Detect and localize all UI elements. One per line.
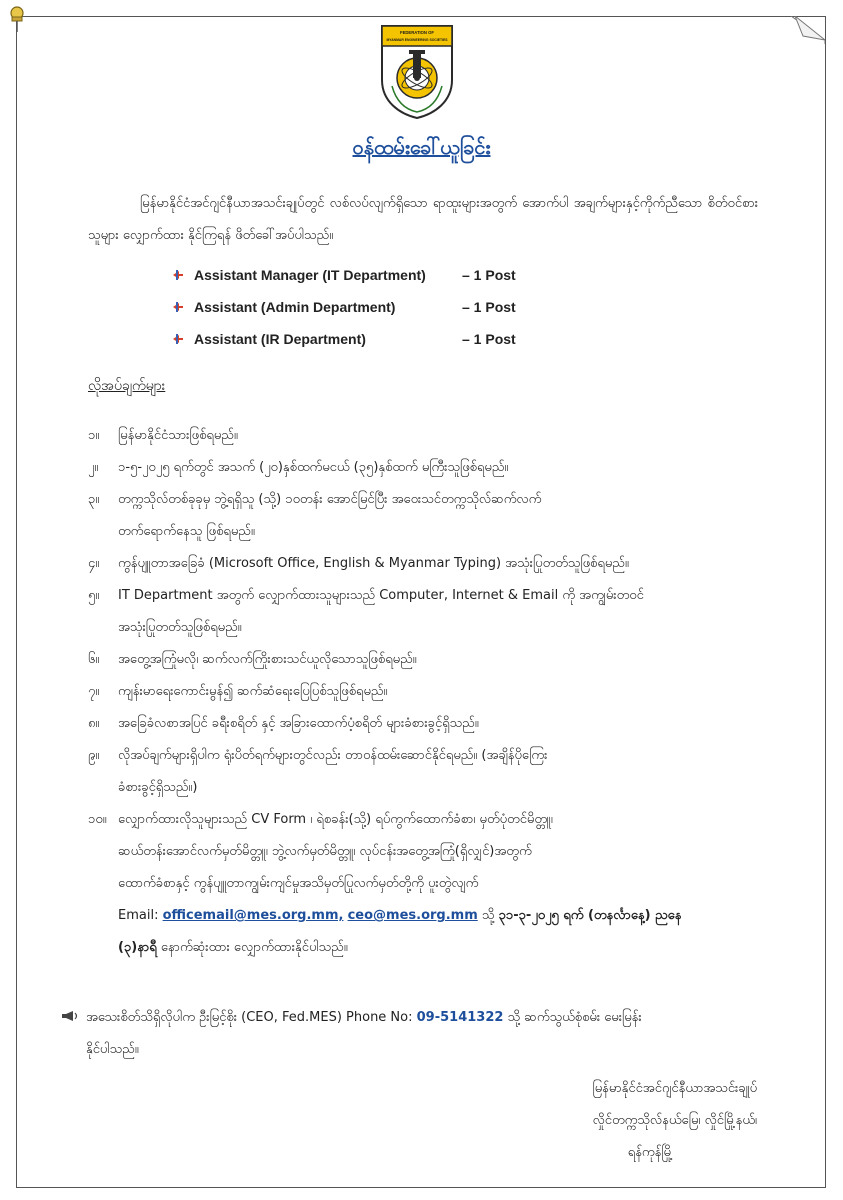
post-item: [172, 267, 516, 283]
mes-logo-icon: [378, 22, 456, 120]
post-title: Assistant Manager (IT Department): [194, 267, 426, 283]
intro-paragraph: မြန်မာနိုင်ငံအင်ဂျင်နီယာအသင်းချုပ်တွင် လစ်လပ်လျက်ရှိသော ရာထူးများအတွက် အောက်ပါ အချက်များနှင့်ကိုက်ညီသော စိတ်ဝင်စားသူများ လျှောက်ထား နိုင်ကြရန် ဖိတ်ခေါ်အပ်ပါသည်။: [88, 196, 758, 243]
requirement-number: ၂။: [88, 460, 99, 475]
page-curl-icon: [791, 16, 825, 44]
requirement-number: ၅။: [88, 588, 100, 603]
deadline-line: [88, 932, 758, 964]
arrow-bullet-icon: [172, 334, 184, 344]
requirement-number: ၉။: [88, 748, 100, 763]
contact-text-2: သို့ ဆက်သွယ်စုံစမ်း မေးမြန်း: [503, 1010, 642, 1025]
requirement-number: ၈။: [88, 716, 100, 731]
requirement-number: ၇။: [88, 684, 100, 699]
requirement-item: [88, 548, 758, 580]
requirement-text-cont: ခံစားခွင့်ရှိသည်။): [118, 780, 198, 795]
contact-text-3: နိုင်ပါသည်။: [86, 1042, 139, 1057]
requirement-item: [88, 484, 758, 548]
signature-line-3: ရန်ကုန်မြို့: [627, 1145, 673, 1160]
email-link-ceo[interactable]: ceo@mes.org.mm: [347, 908, 478, 923]
email-line: [88, 900, 758, 932]
post-count: – 1 Post: [462, 299, 516, 315]
requirements-heading: လိုအပ်ချက်များ: [88, 378, 166, 394]
email-prefix: Email:: [118, 908, 159, 923]
requirement-item: [88, 452, 758, 484]
signature-line-1: မြန်မာနိုင်ငံအင်ဂျင်နီယာအသင်းချုပ်: [592, 1081, 757, 1096]
requirement-item: [88, 740, 758, 804]
requirement-text: တက္ကသိုလ်တစ်ခုခုမှ ဘွဲ့ရရှိသူ (သို့) ၁၀တန်း အောင်မြင်ပြီး အဝေးသင်တက္ကသိုလ်ဆက်လက်: [118, 492, 542, 507]
post-item: [172, 331, 516, 347]
requirement-number: ၄။: [88, 556, 100, 571]
deadline-suffix: နောက်ဆုံးထား လျှောက်ထားနိုင်ပါသည်။: [156, 940, 348, 955]
requirement-text: လျှောက်ထားလိုသူများသည် CV Form ၊ ရဲစခန်း(သို့) ရပ်ကွက်ထောက်ခံစာ၊ မှတ်ပုံတင်မိတ္တူ၊: [118, 812, 553, 827]
post-count: – 1 Post: [462, 331, 516, 347]
logo-text-line2: MYANMAR ENGINEERING SOCIETIES: [386, 38, 448, 42]
requirement-text-cont: ဆယ်တန်းအောင်လက်မှတ်မိတ္တူ၊ ဘွဲ့လက်မှတ်မိတ္တူ၊ လုပ်ငန်းအတွေ့အကြုံ(ရှိလျှင်)အတွက်: [118, 844, 532, 859]
arrow-bullet-icon: [172, 270, 184, 280]
contact-phone[interactable]: 09-5141322: [416, 1010, 504, 1025]
post-title: Assistant (IR Department): [194, 331, 366, 347]
post-count: – 1 Post: [462, 267, 516, 283]
megaphone-icon: [60, 1010, 80, 1022]
email-link-office[interactable]: officemail@mes.org.mm,: [162, 908, 344, 923]
contact-text: အသေးစိတ်သိရှိလိုပါက ဦးမြင့်စိုး (CEO, Fed.MES) Phone No:: [86, 1010, 413, 1025]
requirement-number: ၃။: [88, 492, 100, 507]
requirement-text: ၁-၅-၂၀၂၅ ရက်တွင် အသက် (၂၀)နှစ်ထက်မငယ် (၃၅)နှစ်ထက် မကြီးသူဖြစ်ရမည်။: [118, 460, 509, 475]
requirement-number: ၁၀။: [88, 812, 107, 827]
requirement-item: [88, 580, 758, 644]
post-title: Assistant (Admin Department): [194, 299, 396, 315]
requirement-item: [88, 644, 758, 676]
requirement-item: [88, 676, 758, 708]
requirement-text: လိုအပ်ချက်များရှိပါက ရုံးပိတ်ရက်များတွင်လည်း တာဝန်ထမ်းဆောင်နိုင်ရမည်။ (အချိန်ပိုကြေး: [118, 748, 548, 763]
requirement-text: မြန်မာနိုင်ငံသားဖြစ်ရမည်။: [118, 428, 238, 443]
requirement-text-cont: တက်ရောက်နေသူ ဖြစ်ရမည်။: [118, 524, 255, 539]
requirement-text: ကျန်းမာရေးကောင်းမွန်၍ ဆက်ဆံရေးပြေပြစ်သူဖြစ်ရမည်။: [118, 684, 388, 699]
requirement-text: IT Department အတွက် လျှောက်ထားသူများသည် Computer, Internet & Email ကို အကျွမ်းတဝင်: [118, 588, 644, 603]
requirement-number: ၆။: [88, 652, 100, 667]
email-mid: သို့: [477, 908, 499, 923]
requirement-item: [88, 420, 758, 452]
requirement-text-cont: ထောက်ခံစာနှင့် ကွန်ပျူတာကျွမ်းကျင်မှုအသိမှတ်ပြုလက်မှတ်တို့ကို ပူးတွဲလျက်: [118, 876, 479, 891]
requirement-text: အခြေခံလစာအပြင် ခရီးစရိတ် နှင့် အခြားထောက်ပံ့စရိတ် များခံစားခွင့်ရှိသည်။: [118, 716, 479, 731]
arrow-bullet-icon: [172, 302, 184, 312]
requirement-text: ကွန်ပျူတာအခြေခံ (Microsoft Office, English & Myanmar Typing) အသုံးပြုတတ်သူဖြစ်ရမည်။: [118, 556, 629, 571]
pushpin-icon: [6, 4, 28, 34]
requirement-text-cont: အသုံးပြုတတ်သူဖြစ်ရမည်။: [118, 620, 242, 635]
contact-line: [60, 1002, 760, 1066]
page-title: ဝန်ထမ်းခေါ်ယူခြင်း: [352, 135, 491, 159]
logo-text-line1: FEDERATION OF: [400, 30, 434, 35]
requirement-item: [88, 708, 758, 740]
post-item: [172, 299, 516, 315]
deadline-text: ၃၁-၃-၂၀၂၅ ရက် (တနင်္လာနေ့) ညနေ: [498, 908, 682, 923]
requirement-number: ၁။: [88, 428, 100, 443]
deadline-hour: (၃)နာရီ: [118, 940, 157, 955]
requirement-text: အတွေ့အကြုံမလို၊ ဆက်လက်ကြိုးစားသင်ယူလိုသောသူဖြစ်ရမည်။: [118, 652, 417, 667]
signature-line-2: လှိုင်တက္ကသိုလ်နယ်မြေ၊ လှိုင်မြို့နယ်၊: [592, 1113, 757, 1128]
requirement-item: [88, 804, 758, 964]
